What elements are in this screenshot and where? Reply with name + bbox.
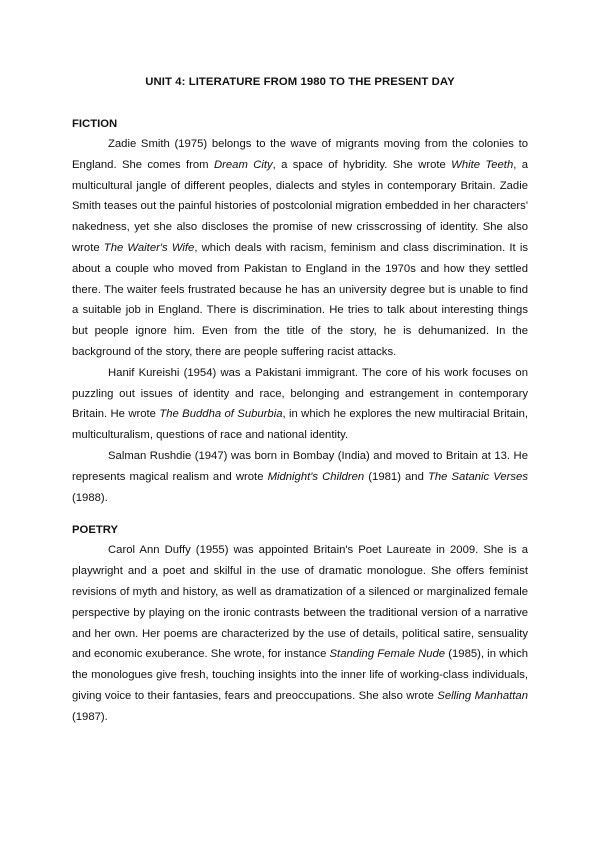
work-title: The Waiter's Wife bbox=[103, 241, 195, 254]
paragraph-text: (1985), in which the monologues give fresh, touching insights into the inner life of working-class individuals, giving voice to their fantasies, fears and preoccupations. She also wrote bbox=[72, 648, 528, 702]
work-title: Selling Manhattan bbox=[437, 689, 529, 702]
work-title: Midnight's Children bbox=[267, 470, 365, 483]
work-title: The Satanic Verses bbox=[427, 470, 528, 483]
paragraph-text: (1981) and bbox=[364, 470, 428, 483]
paragraph-text: (1988). bbox=[72, 491, 108, 504]
work-title: The Buddha of Suburbia bbox=[159, 408, 283, 421]
section-heading-poetry: POETRY bbox=[72, 524, 119, 537]
paragraph-text: , a space of hybridity. She wrote bbox=[272, 158, 452, 171]
paragraph-text: (1987). bbox=[72, 710, 108, 723]
work-title: Dream City bbox=[213, 158, 273, 171]
work-title: White Teeth bbox=[451, 158, 514, 171]
section-poetry bbox=[72, 522, 528, 727]
paragraph-text: Carol Ann Duffy (1955) was appointed Britain's Poet Laureate in 2009. She is a playwright and a poet and skilful in the use of dramatic monologue. She offers feminist revisions of myth and history, as well as dramatization of a silenced or marginalized female perspective by playing on the ironic contrasts between the traditional version of a narrative and her own. Her poems are characterized by the use of details, political satire, sensuality and economic exuberance. She wrote, for instance bbox=[72, 544, 528, 661]
paragraph-text: , in which he explores the new multiracial Britain, multiculturalism, questions of race and national identity. bbox=[72, 408, 528, 442]
paragraph-text: , a multicultural jangle of different peoples, dialects and styles in contemporary Britain. Zadie Smith teases out the painful histories of postcolonial migration embedded in her characters' nakedness, yet she also discloses the promise of new crisscrossing of identity. She also wrote bbox=[72, 158, 528, 254]
section-fiction bbox=[72, 116, 528, 508]
paragraph-salman-rushdie bbox=[72, 446, 528, 508]
paragraph-carol-ann-duffy bbox=[72, 540, 528, 727]
paragraph-text: , which deals with racism, feminism and class discrimination. It is about a couple who moved from Pakistan to England in the 1970s and how they settled there. The waiter feels frustrated because he has an university degree but is unable to find a suitable job in England. There is discrimination. He tries to talk about interesting things but people ignore him. Even from the title of the story, he is dehumanized. In the background of the story, there are people suffering racist attacks. bbox=[72, 241, 528, 358]
document-page bbox=[72, 74, 528, 742]
paragraph-text: Hanif Kureishi (1954) was a Pakistani immigrant. The core of his work focuses on puzzling out issues of identity and race, belonging and estrangement in contemporary Britain. He wrote bbox=[72, 366, 528, 421]
paragraph-text: Salman Rushdie (1947) was born in Bombay (India) and moved to Britain at 13. He represents magical realism and wrote bbox=[72, 449, 528, 483]
section-heading-fiction: FICTION bbox=[72, 118, 118, 130]
paragraph-zadie-smith bbox=[72, 134, 528, 363]
page-title: UNIT 4: LITERATURE FROM 1980 TO THE PRESENT DAY bbox=[145, 76, 455, 88]
paragraph-text: Zadie Smith (1975) belongs to the wave of migrants moving from the colonies to England. She comes from bbox=[72, 138, 528, 171]
work-title: Standing Female Nude bbox=[329, 648, 446, 661]
paragraph-hanif-kureishi bbox=[72, 363, 528, 446]
